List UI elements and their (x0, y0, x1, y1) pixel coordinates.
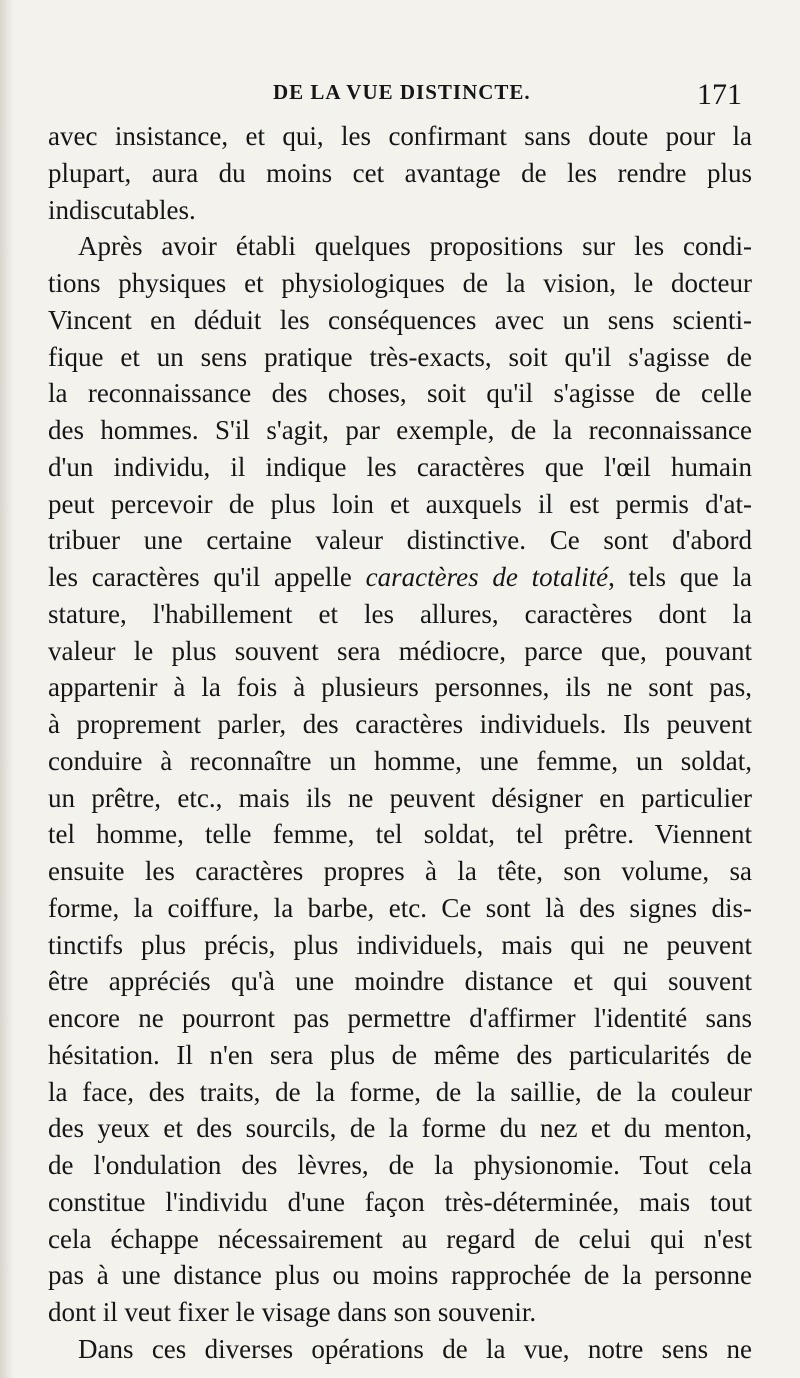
text-segment: les caractères qu'il appelle (48, 562, 366, 592)
text-line: pas à une distance plus ou moins rapprochée de la personne (48, 1260, 752, 1291)
text-line: appartenir à la fois à plusieurs personnes, ils ne sont pas, (48, 672, 752, 703)
text-line: forme, la coiffure, la barbe, etc. Ce sont là des signes dis- (48, 892, 752, 923)
text-segment: , tels que la (608, 562, 752, 592)
text-line: être appréciés qu'à une moindre distance et qui souvent (48, 966, 752, 997)
text-line: constitue l'individu d'une façon très-déterminée, mais tout (48, 1186, 752, 1217)
text-line: des hommes. S'il s'agit, par exemple, de la reconnaissance (48, 415, 752, 445)
text-line: la reconnaissance des choses, soit qu'il s'agisse de celle (48, 378, 752, 409)
page-gutter-shadow (0, 0, 14, 1378)
text-line: cela échappe nécessairement au regard de celui qui n'est (48, 1223, 752, 1254)
body-text (48, 118, 752, 1368)
text-line: peut percevoir de plus loin et auxquels il est permis d'at- (48, 488, 752, 519)
text-line: Dans ces diverses opérations de la vue, notre sens ne (78, 1333, 752, 1364)
text-line: la face, des traits, de la forme, de la saillie, de la couleur (48, 1076, 752, 1107)
text-line: indiscutables. (48, 194, 196, 225)
text-line: des yeux et des sourcils, de la forme du nez et du menton, (48, 1113, 752, 1144)
text-line: Vincent en déduit les conséquences avec un sens scienti- (48, 304, 752, 335)
text-line: fique et un sens pratique très-exacts, soit qu'il s'agisse de (48, 341, 752, 372)
running-title: DE LA VUE DISTINCTE. (273, 80, 531, 104)
text-line: tinctifs plus précis, plus individuels, mais qui ne peuvent (48, 929, 752, 960)
page-header (48, 78, 748, 112)
text-line: conduire à reconnaître un homme, une femme, un soldat, (48, 745, 752, 776)
text-line: encore ne pourront pas permettre d'affirmer l'identité sans (48, 1003, 752, 1033)
text-line: hésitation. Il n'en sera plus de même des particularités de (48, 1039, 752, 1070)
text-line: plupart, aura du moins cet avantage de les rendre plus (48, 157, 752, 188)
text-line: tribuer une certaine valeur distinctive. Ce sont d'abord (48, 525, 752, 556)
text-line-with-italic (48, 559, 752, 596)
text-line: avec insistance, et qui, les confirmant sans doute pour la (48, 121, 752, 151)
page-number: 171 (697, 78, 742, 111)
text-line: stature, l'habillement et les allures, caractères dont la (48, 598, 752, 629)
text-line: Après avoir établi quelques propositions sur les condi- (78, 231, 752, 262)
text-line: valeur le plus souvent sera médiocre, parce que, pouvant (48, 635, 752, 666)
text-line: dont il veut fixer le visage dans son souvenir. (48, 1297, 537, 1327)
text-line: de l'ondulation des lèvres, de la physionomie. Tout cela (48, 1150, 752, 1180)
text-line: d'un individu, il indique les caractères que l'œil humain (48, 451, 752, 482)
text-line: un prêtre, etc., mais ils ne peuvent désigner en particulier (48, 782, 752, 813)
italic-term: caractères de totalité (365, 562, 609, 592)
text-line: ensuite les caractères propres à la tête, son volume, sa (48, 856, 752, 886)
text-line: tel homme, telle femme, tel soldat, tel prêtre. Viennent (48, 819, 752, 850)
text-line: tions physiques et physiologiques de la vision, le docteur (48, 268, 752, 298)
text-line: à proprement parler, des caractères individuels. Ils peuvent (48, 709, 752, 739)
